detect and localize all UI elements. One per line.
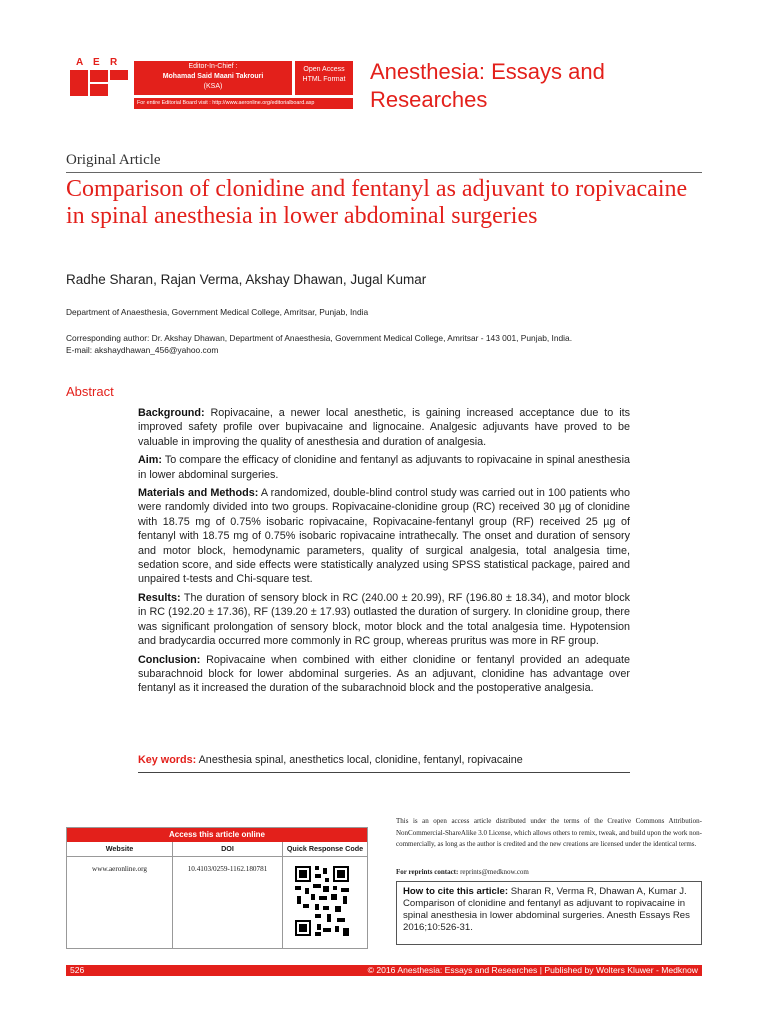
citation-box: How to cite this article: Sharan R, Verma R, Dhawan A, Kumar J. Comparison of clonidine and fentanyl as adjuvant to ropivacaine in spinal anesthesia in lower abdominal surgeries. Anesth Essays Res 2016;10:526-31.: [396, 881, 702, 945]
page-footer: [66, 965, 702, 976]
footer-text: © 2016 Anesthesia: Essays and Researches | Published by Wolters Kluwer - Medknow: [367, 965, 698, 975]
editor-in-chief-box: Editor-In-Chief : Mohamad Said Maani Takrouri (KSA): [134, 61, 292, 95]
reprints-contact: For reprints contact: reprints@medknow.com: [396, 868, 529, 876]
abstract-body: [138, 406, 630, 700]
article-title: Comparison of clonidine and fentanyl as adjuvant to ropivacaine in spinal anesthesia in lower abdominal surgeries: [66, 176, 688, 229]
affiliation: Department of Anaesthesia, Government Medical College, Amritsar, Punjab, India: [66, 307, 369, 317]
doi-link[interactable]: 10.4103/0259-1162.180781: [173, 857, 283, 949]
corresponding-author: Corresponding author: Dr. Akshay Dhawan, Department of Anaesthesia, Government Medical College, Amritsar - 143 001, Punjab, India. E-mail: akshaydhawan_456@yahoo.com: [66, 332, 706, 356]
abstract-results: Results: The duration of sensory block in RC (240.00 ± 20.99), RF (196.80 ± 18.34), and motor block in RC (192.20 ± 17.36), RF (139.20 ± 17.93) outlasted the duration of surgery. In clonidine group, there was significant prolongation of sensory block, motor block and the total analgesia time. Hypotension and bradycardia occurred more commonly in RC group, whereas pruritus was more in RF group.: [138, 591, 631, 648]
qr-code-icon[interactable]: [293, 864, 351, 938]
divider: [66, 172, 702, 173]
article-type: Original Article: [66, 152, 161, 168]
journal-title: Anesthesia: Essays and Researches: [370, 59, 605, 112]
email[interactable]: E-mail: akshaydhawan_456@yahoo.com: [66, 345, 219, 355]
reprints-email[interactable]: reprints@medknow.com: [460, 868, 529, 876]
license-text: This is an open access article distributed under the terms of the Creative Commons Attribution-NonCommercial-ShareAlike 3.0 License, which allows others to remix, tweak, and build upon the work non-commercially, as long as the author is credited and the new creations are licensed under the identical terms.: [396, 817, 702, 848]
authors: Radhe Sharan, Rajan Verma, Akshay Dhawan, Jugal Kumar: [66, 272, 427, 287]
logo-letter: A: [76, 57, 84, 68]
abstract-conclusion: Conclusion: Ropivacaine when combined with either clonidine or fentanyl provided an adequate subarachnoid block for lower abdominal surgeries. As an adjuvant, clonidine has advantage over fentanyl as it increased the duration of the subarachnoid block and the postoperative analgesia.: [138, 653, 630, 695]
access-article-box: [66, 827, 368, 949]
open-access-box: Open Access HTML Format: [295, 61, 353, 95]
logo-letter: E: [93, 57, 100, 68]
logo-letter: R: [110, 57, 118, 68]
abstract-methods: Materials and Methods: A randomized, double-blind control study was carried out in 100 patients who were randomly divided into two groups. Ropivacaine-clonidine group (RC) received 30 µg of clonidine with 18.75 mg of 0.75% isobaric ropivacaine, Ropivacaine-fentanyl group (RF) received 25 µg of fentanyl with 18.75 mg of 0.75% isobaric ropivacaine intrathecally. The onset and duration of sensory and motor block, hemodynamic parameters, quality of surgical analgesia, total analgesia time, sedation score, and side effects were statistically analyzed using SPSS statistical package, paired and unpaired t-tests and Chi-square test.: [138, 487, 631, 586]
journal-header: [64, 58, 714, 118]
abstract-heading: Abstract: [66, 384, 114, 399]
website-link[interactable]: www.aeronline.org: [67, 857, 173, 949]
journal-logo: [68, 58, 128, 102]
abstract-background: Background: Ropivacaine, a newer local anesthetic, is gaining increased acceptance due to its improved safety profile over bupivacaine and lignocaine. Analgesic adjuvants have proved to be valuable in improving the quality of anesthesia and duration of analgesia.: [138, 407, 630, 448]
access-columns: Website DOI Quick Response Code: [67, 842, 367, 857]
page-number: 526: [70, 965, 85, 975]
access-heading: Access this article online: [67, 828, 367, 842]
keywords: Key words: Anesthesia spinal, anesthetics local, clonidine, fentanyl, ropivacaine: [138, 754, 523, 766]
editorial-board-link[interactable]: For entire Editorial Board visit : http://www.aeronline.org/editorialboard.asp: [134, 98, 353, 109]
divider: [138, 772, 630, 773]
abstract-aim: Aim: To compare the efficacy of clonidine and fentanyl as adjuvants to ropivacaine in spinal anesthesia in lower abdominal surgeries.: [138, 454, 630, 481]
